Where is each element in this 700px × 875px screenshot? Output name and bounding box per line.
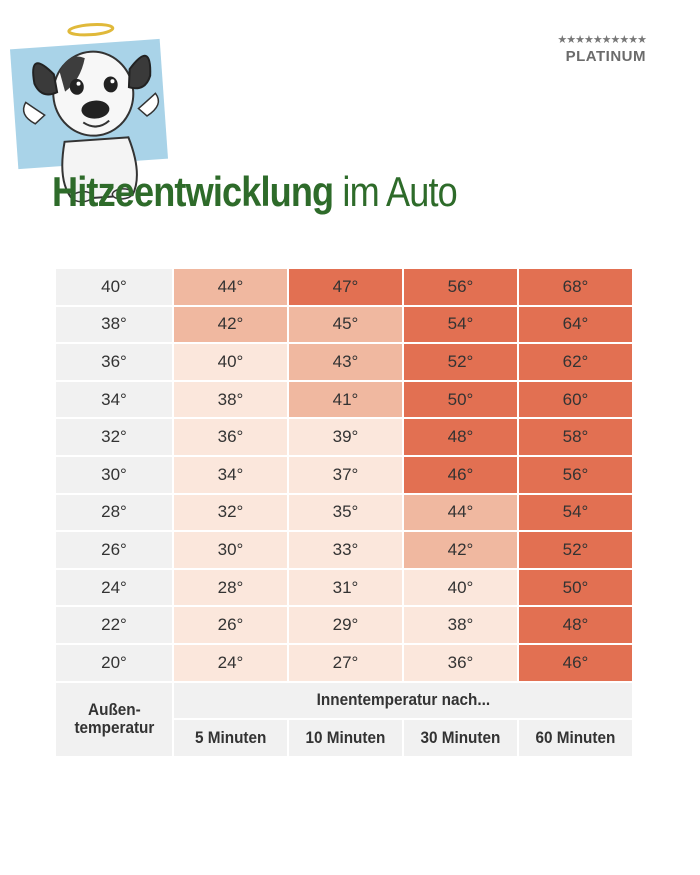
- table-row: [55, 456, 633, 494]
- table-row: [55, 268, 633, 306]
- inside-temperature-cell: 40°: [173, 343, 288, 381]
- inside-temperature-label: [173, 682, 633, 720]
- brand-name: PLATINUM: [565, 48, 646, 65]
- outside-temperature-cell: 26°: [55, 531, 173, 569]
- outside-temperature-cell: 22°: [55, 606, 173, 644]
- inside-temperature-cell: 36°: [403, 644, 518, 682]
- inside-temperature-cell: 48°: [403, 418, 518, 456]
- inside-temperature-cell: 29°: [288, 606, 403, 644]
- footer-row-1: [55, 682, 633, 720]
- inside-temperature-cell: 44°: [173, 268, 288, 306]
- table-row: [55, 418, 633, 456]
- title-bold: Hitzeentwicklung: [52, 168, 334, 215]
- time-label: [173, 719, 288, 757]
- inside-temperature-cell: 46°: [403, 456, 518, 494]
- time-label: [288, 719, 403, 757]
- time-label-10: 10 Minuten: [305, 727, 386, 747]
- outside-temperature-cell: 30°: [55, 456, 173, 494]
- outside-temperature-cell: 38°: [55, 306, 173, 344]
- inside-temperature-cell: 46°: [518, 644, 633, 682]
- outside-temperature-cell: 34°: [55, 381, 173, 419]
- inside-temperature-cell: 68°: [518, 268, 633, 306]
- inside-temperature-cell: 26°: [173, 606, 288, 644]
- title-rest: im Auto: [333, 168, 457, 215]
- outside-temperature-cell: 40°: [55, 268, 173, 306]
- inside-temperature-cell: 54°: [403, 306, 518, 344]
- inside-temperature-cell: 41°: [288, 381, 403, 419]
- table-row: [55, 606, 633, 644]
- outside-temperature-cell: 36°: [55, 343, 173, 381]
- table-row: [55, 531, 633, 569]
- inside-temperature-cell: 35°: [288, 494, 403, 532]
- table-row: [55, 306, 633, 344]
- inside-temperature-cell: 30°: [173, 531, 288, 569]
- inside-temperature-cell: 54°: [518, 494, 633, 532]
- time-label-60: 60 Minuten: [535, 727, 616, 747]
- inside-temperature-cell: 27°: [288, 644, 403, 682]
- inside-temperature-cell: 62°: [518, 343, 633, 381]
- inside-temperature-cell: 32°: [173, 494, 288, 532]
- inside-temperature-cell: 42°: [403, 531, 518, 569]
- inside-temperature-cell: 36°: [173, 418, 288, 456]
- table-body: [55, 268, 633, 682]
- outside-temperature-cell: 28°: [55, 494, 173, 532]
- dog-illustration: [10, 39, 168, 169]
- inside-temperature-cell: 52°: [518, 531, 633, 569]
- outside-temperature-cell: 20°: [55, 644, 173, 682]
- time-label-5: 5 Minuten: [194, 727, 267, 747]
- outside-temperature-cell: 32°: [55, 418, 173, 456]
- inside-temperature-cell: 40°: [403, 569, 518, 607]
- inside-temperature-cell: 39°: [288, 418, 403, 456]
- inside-temperature-cell: 38°: [403, 606, 518, 644]
- outside-label-line1: Außen-: [87, 700, 141, 720]
- outside-label-line2: temperatur: [74, 718, 154, 738]
- inside-temperature-cell: 58°: [518, 418, 633, 456]
- inside-temperature-cell: 64°: [518, 306, 633, 344]
- table-row: [55, 644, 633, 682]
- inside-temperature-cell: 48°: [518, 606, 633, 644]
- table-row: [55, 569, 633, 607]
- inside-temperature-cell: 50°: [403, 381, 518, 419]
- inside-temperature-cell: 52°: [403, 343, 518, 381]
- inside-temperature-cell: 31°: [288, 569, 403, 607]
- inside-temperature-cell: 47°: [288, 268, 403, 306]
- brand-logo: [536, 34, 646, 65]
- inside-temperature-cell: 33°: [288, 531, 403, 569]
- outside-temperature-label: [55, 682, 173, 757]
- inside-temperature-cell: 34°: [173, 456, 288, 494]
- inside-temperature-cell: 44°: [403, 494, 518, 532]
- time-label: [518, 719, 633, 757]
- inside-temperature-cell: 43°: [288, 343, 403, 381]
- inside-temperature-cell: 28°: [173, 569, 288, 607]
- table-row: [55, 381, 633, 419]
- table-footer: [55, 682, 633, 757]
- table-row: [55, 343, 633, 381]
- inside-temperature-cell: 56°: [518, 456, 633, 494]
- temperature-table: [54, 267, 634, 758]
- inside-label-text: Innentemperatur nach...: [316, 690, 490, 710]
- page-title: [52, 168, 457, 216]
- inside-temperature-cell: 60°: [518, 381, 633, 419]
- inside-temperature-cell: 24°: [173, 644, 288, 682]
- inside-temperature-cell: 37°: [288, 456, 403, 494]
- inside-temperature-cell: 56°: [403, 268, 518, 306]
- inside-temperature-cell: 42°: [173, 306, 288, 344]
- time-label: [403, 719, 518, 757]
- brand-stars: ★★★★★★★★★★: [557, 34, 646, 46]
- inside-temperature-cell: 50°: [518, 569, 633, 607]
- time-label-30: 30 Minuten: [420, 727, 501, 747]
- inside-temperature-cell: 45°: [288, 306, 403, 344]
- outside-temperature-cell: 24°: [55, 569, 173, 607]
- table-row: [55, 494, 633, 532]
- inside-temperature-cell: 38°: [173, 381, 288, 419]
